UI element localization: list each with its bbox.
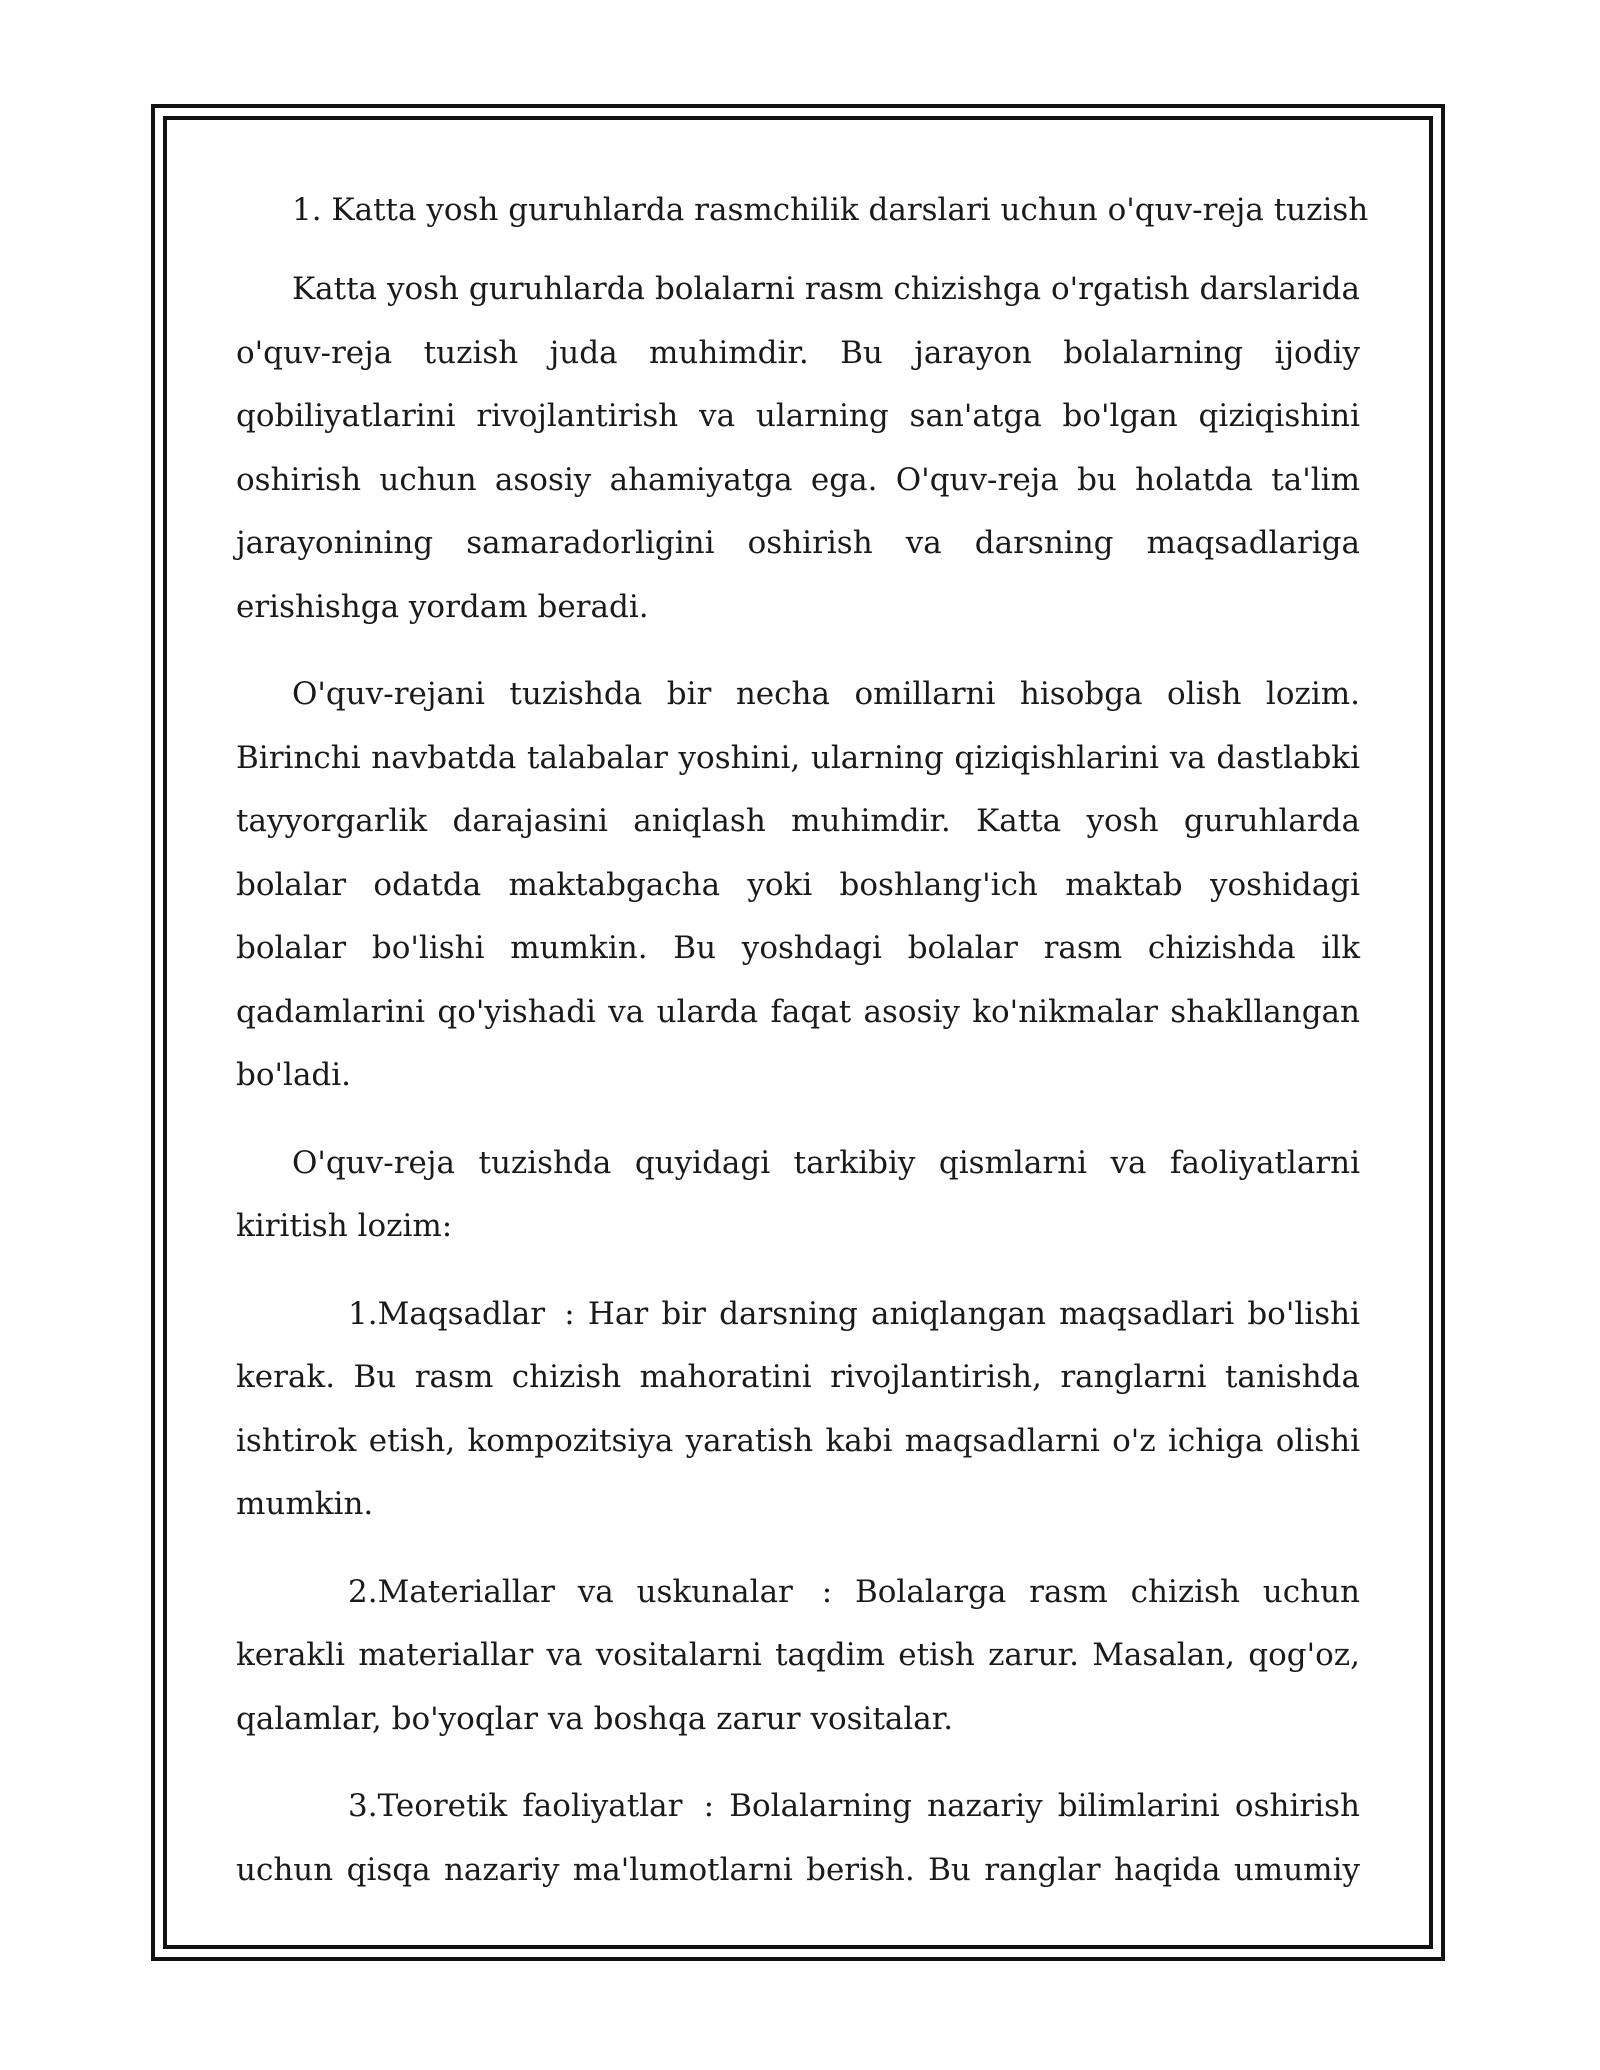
list-item-term: Materiallar va uskunalar xyxy=(377,1573,793,1610)
list-item-1 xyxy=(236,1283,1360,1537)
list-item-text: : Bolalarning nazariy bilimlarini oshirish uchun qisqa nazariy ma'lumotlarni berish. Bu ranglar haqida umumiy xyxy=(236,1788,1360,1888)
list-item-text: : Har bir darsning aniqlangan maqsadlari bo'lishi kerak. Bu rasm chizish mahoratini rivojlantirish, ranglarni tanishda ishtirok etish, kompozitsiya yaratish kabi maqsadlarni o'z ichiga olishi mumkin. xyxy=(236,1295,1360,1522)
list-item-number: 2. xyxy=(348,1573,378,1610)
list-item-2 xyxy=(236,1561,1360,1752)
list-item-3 xyxy=(236,1775,1360,1902)
paragraph-2: O'quv-rejani tuzishda bir necha omillarni hisobga olish lozim. Birinchi navbatda talabalar yoshini, ularning qiziqishlarini va dastlabki tayyorgarlik darajasini aniqlash muhimdir. Katta yosh guruhlarda bolalar odatda maktabgacha yoki boshlang'ich maktab yoshidagi bolalar bo'lishi mumkin. Bu yoshdagi bolalar rasm chizishda ilk qadamlarini qo'yishadi va ularda faqat asosiy ko'nikmalar shakllangan bo'ladi. xyxy=(236,676,1360,1093)
list-item-number: 3. xyxy=(348,1788,378,1824)
list-item-term: Teoretik faoliyatlar xyxy=(377,1788,683,1824)
list-item-term: Maqsadlar xyxy=(377,1295,546,1332)
document-body xyxy=(236,186,1369,1926)
section-heading: 1. Katta yosh guruhlarda rasmchilik darslari uchun o'quv-reja tuzish xyxy=(292,192,1369,228)
list-item-text: : Bolalarga rasm chizish uchun kerakli materiallar va vositalarni taqdim etish zarur. Masalan, qog'oz, qalamlar, bo'yoqlar va boshqa zarur vositalar. xyxy=(236,1573,1360,1737)
paragraph-3: O'quv-reja tuzishda quyidagi tarkibiy qismlarni va faoliyatlarni kiritish lozim: xyxy=(236,1144,1360,1244)
paragraph-1: Katta yosh guruhlarda bolalarni rasm chizishga o'rgatish darslarida o'quv-reja tuzish juda muhimdir. Bu jarayon bolalarning ijodiy qobiliyatlarini rivojlantirish va ularning san'atga bo'lgan qiziqishini oshirish uchun asosiy ahamiyatga ega. O'quv-reja bu holatda ta'lim jarayonining samaradorligini oshirish va darsning maqsadlariga erishishga yordam beradi. xyxy=(236,271,1360,625)
list-item-number: 1. xyxy=(348,1295,378,1332)
